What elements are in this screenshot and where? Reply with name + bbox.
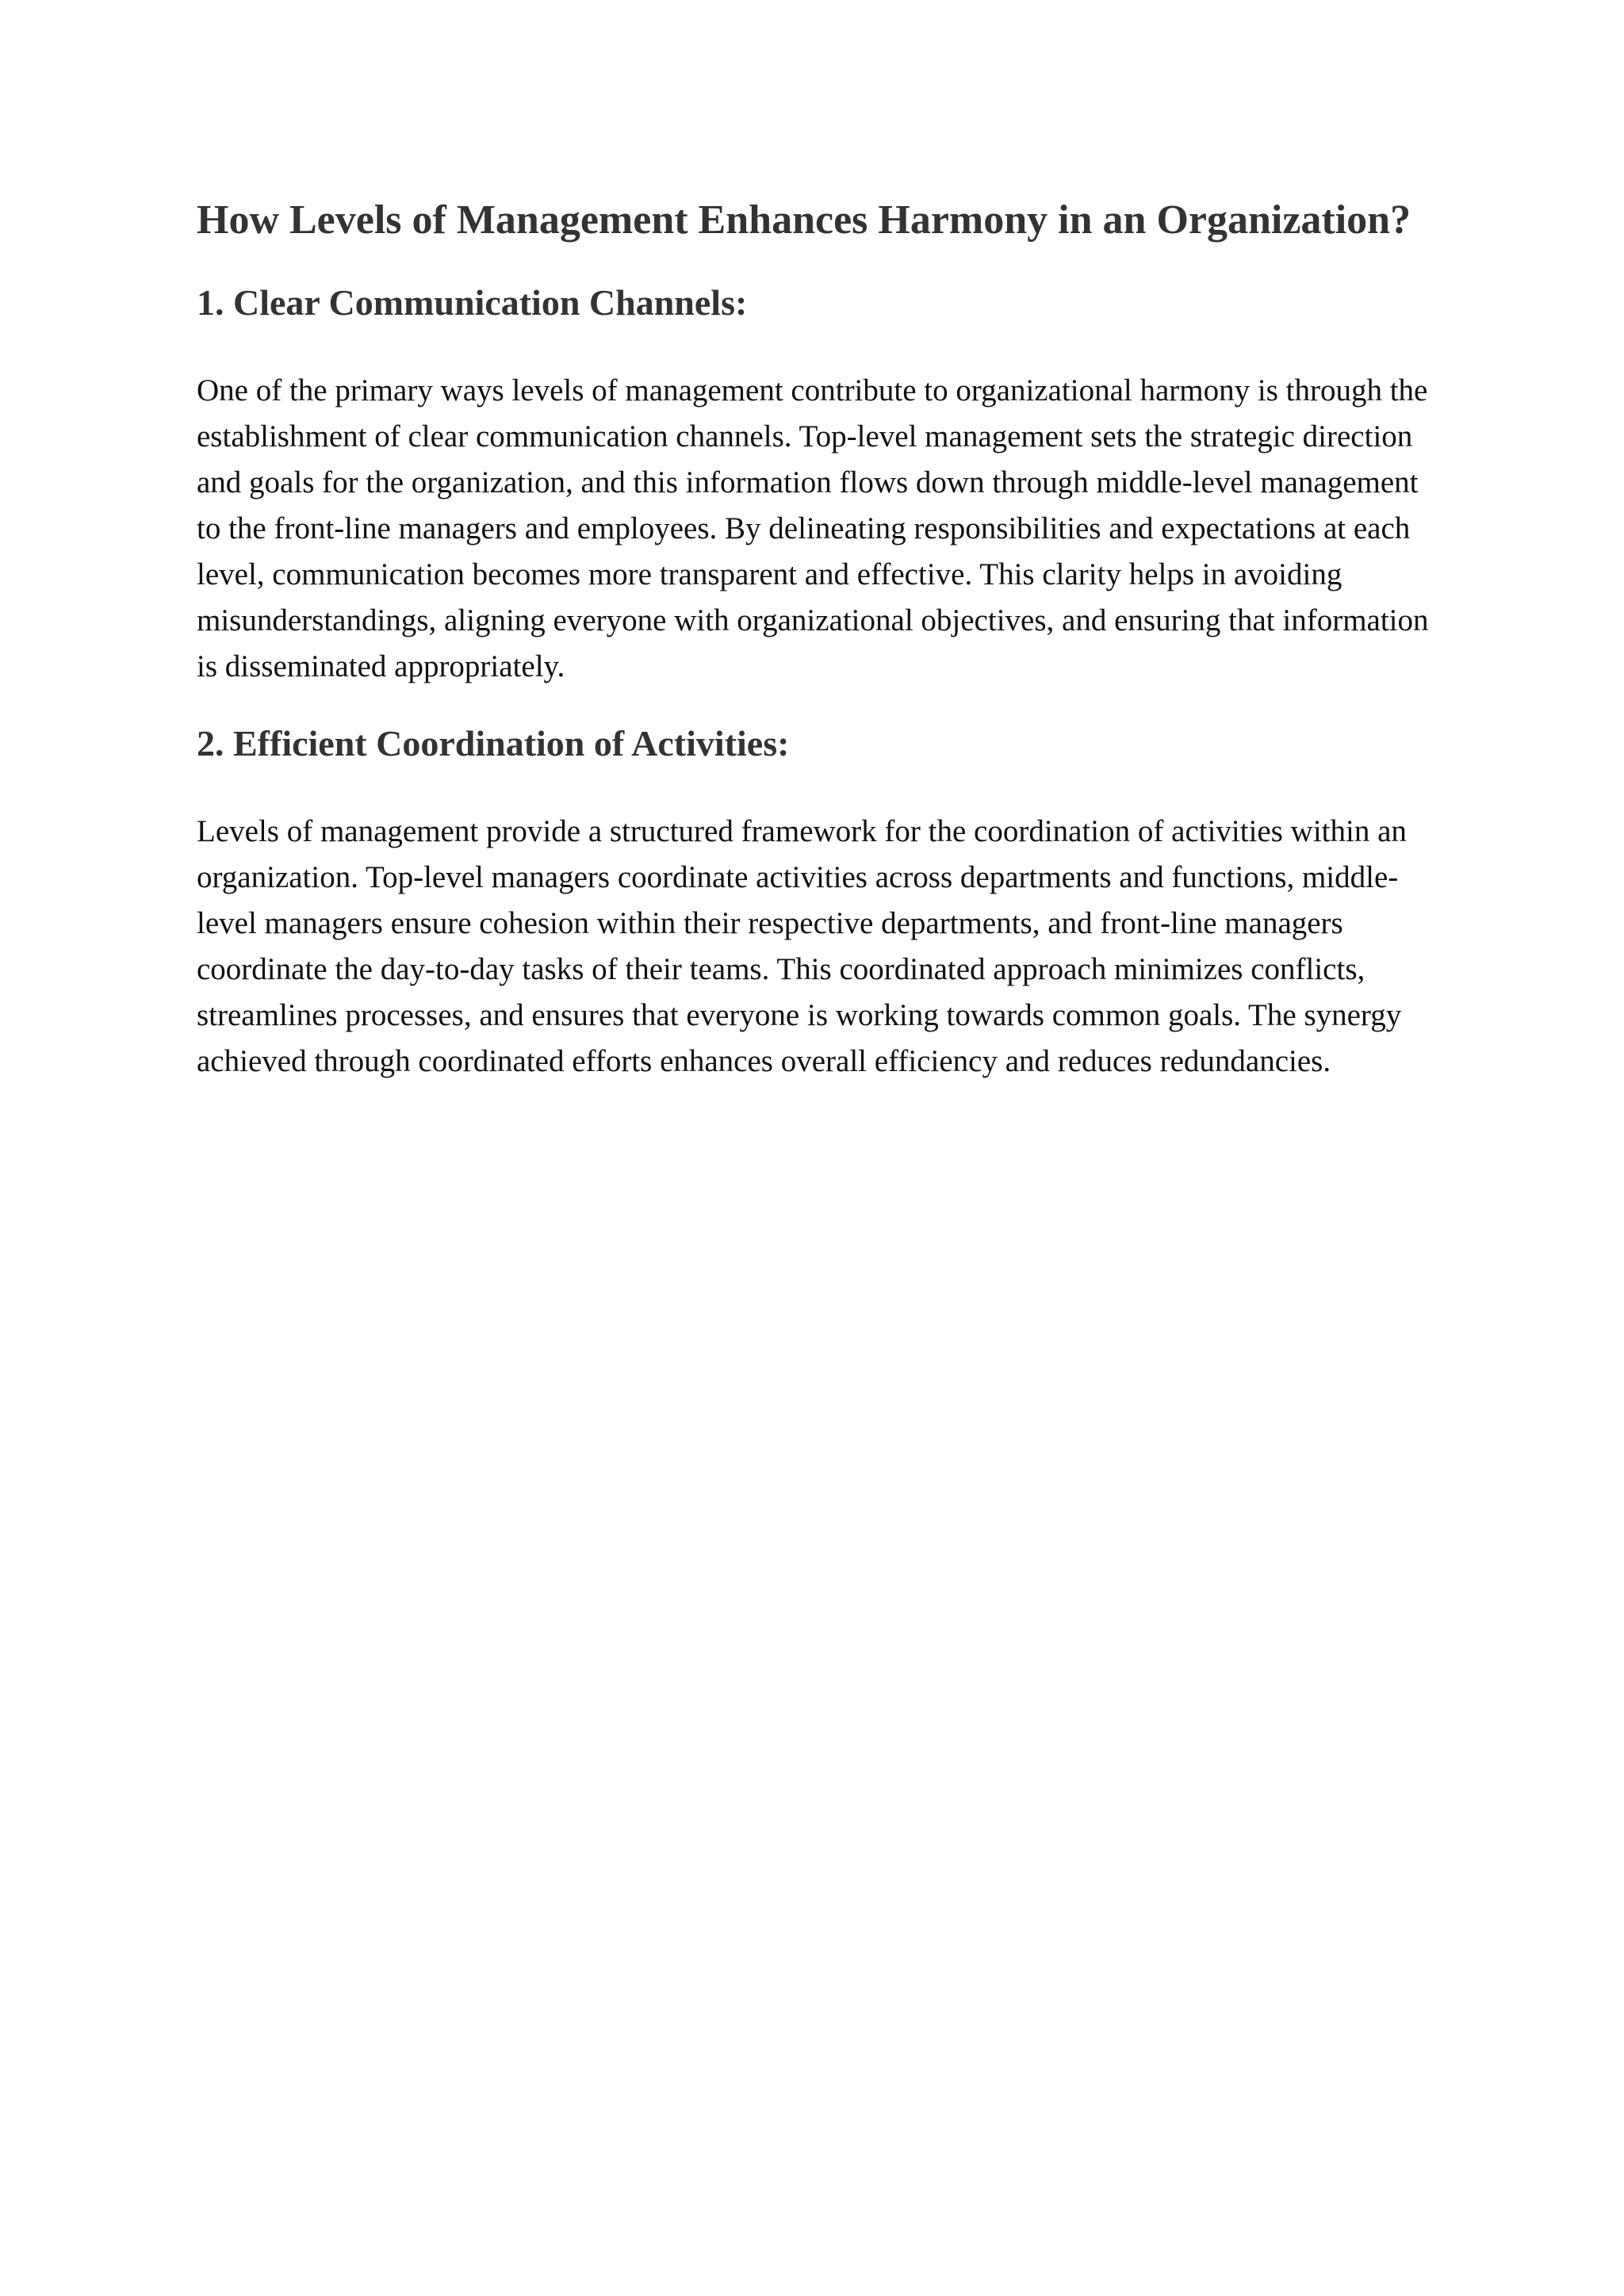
- section-paragraph: One of the primary ways levels of management contribute to organizational harmony is through the establishment of clear communication channels. Top-level management sets the strategic direction and goals for the organization, and this information flows down through middle-level management to the front-line managers and employees. By delineating responsibilities and expectations at each level, communication becomes more transparent and effective. This clarity helps in avoiding misunderstandings, aligning everyone with organizational objectives, and ensuring that information is disseminated appropriately.: [197, 373, 1429, 683]
- section-efficient-coordination: [197, 718, 1450, 1085]
- section-heading: 2. Efficient Coordination of Activities:: [197, 723, 790, 763]
- document-page: [197, 190, 1450, 1085]
- section-paragraph: Levels of management provide a structured framework for the coordination of activities within an organization. Top-level managers coordinate activities across departments and functions, middle-level managers ensure cohesion within their respective departments, and front-line managers coordinate the day-to-day tasks of their teams. This coordinated approach minimizes conflicts, streamlines processes, and ensures that everyone is working towards common goals. The synergy achieved through coordinated efforts enhances overall efficiency and reduces redundancies.: [197, 814, 1407, 1078]
- document-title: How Levels of Management Enhances Harmony in an Organization?: [197, 197, 1411, 243]
- section-clear-communication: [197, 277, 1450, 690]
- section-heading: 1. Clear Communication Channels:: [197, 282, 748, 323]
